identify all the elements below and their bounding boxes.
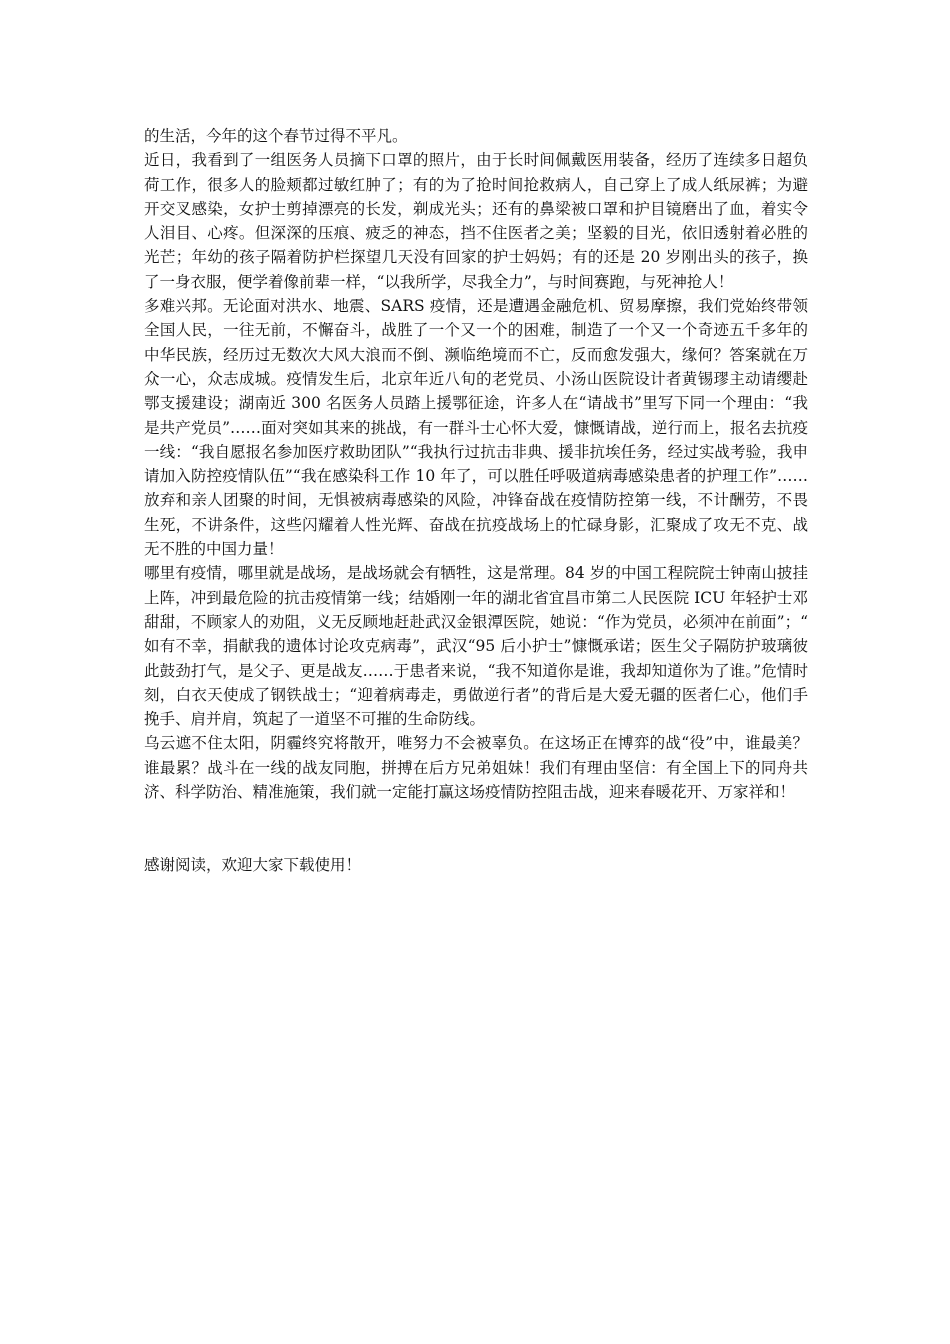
paragraph-medical-staff: 近日，我看到了一组医务人员摘下口罩的照片，由于长时间佩戴医用装备，经历了连续多日超负荷工作，很多人的脸颊都过敏红肿了；有的为了抢时间抢救病人，自己穿上了成人纸尿裤；为避开交叉感染，女护士剪掉漂亮的长发，剃成光头；还有的鼻梁被口罩和护目镜磨出了血，着实令人泪目、心疼。但深深的压痕、疲乏的神态，挡不住医者之美；坚毅的目光，依旧透射着必胜的光芒；年幼的孩子隔着防护栏探望几天没有回家的护士妈妈；有的还是 20 岁刚出头的孩子，换了一身衣服，便学着像前辈一样，“以我所学，尽我全力”，与时间赛跑，与死神抢人！ xyxy=(144,151,808,291)
document-body xyxy=(144,124,808,877)
paragraph-continuation: 的生活，今年的这个春节过得不平凡。 xyxy=(144,127,408,145)
closing-note: 感谢阅读，欢迎大家下载使用！ xyxy=(144,855,362,874)
paragraph-frontline: 哪里有疫情，哪里就是战场，是战场就会有牺牲，这是常理。84 岁的中国工程院院士钟南山披挂上阵，冲到最危险的抗击疫情第一线；结婚刚一年的湖北省宜昌市第二人民医院 ICU 年轻护士邓甜甜，不顾家人的劝阻，义无反顾地赶赴武汉金银潭医院，她说：“作为党员，必须冲在前面”；“如有不幸，捐献我的遗体讨论攻克病毒”，武汉“95 后小护士”慷慨承诺；医生父子隔防护玻璃彼此鼓劲打气，是父子、更是战友……于患者来说，“我不知道你是谁，我却知道你为了谁。”危情时刻，白衣天使成了钢铁战士；“迎着病毒走，勇做逆行者”的背后是大爱无疆的医者仁心，他们手挽手、肩并肩，筑起了一道坚不可摧的生命防线。 xyxy=(144,564,808,729)
blank-space xyxy=(144,804,808,853)
paragraph-conclusion: 乌云遮不住太阳，阴霾终究将散开，唯努力不会被辜负。在这场正在博弈的战“役”中，谁最美？谁最累？战斗在一线的战友同胞，拼搏在后方兄弟姐妹！我们有理由坚信：有全国上下的同舟共济、科学防治、精准施策，我们就一定能打赢这场疫情防控阻击战，迎来春暖花开、万家祥和！ xyxy=(144,734,808,802)
paragraph-nation-unity: 多难兴邦。无论面对洪水、地震、SARS 疫情，还是遭遇金融危机、贸易摩擦，我们党始终带领全国人民，一往无前，不懈奋斗，战胜了一个又一个的困难，制造了一个又一个奇迹五千多年的中华民族，经历过无数次大风大浪而不倒、濒临绝境而不亡，反而愈发强大，缘何？答案就在万众一心，众志成城。疫情发生后，北京年近八旬的老党员、小汤山医院设计者黄锡璆主动请缨赴鄂支援建设；湖南近 300 名医务人员踏上援鄂征途，许多人在“请战书”里写下同一个理由：“我是共产党员”……面对突如其来的挑战，有一群斗士心怀大爱，慷慨请战，逆行而上，报名去抗疫一线：“我自愿报名参加医疗救助团队”“我执行过抗击非典、援非抗埃任务，经过实战考验，我申请加入防控疫情队伍”“我在感染科工作 10 年了，可以胜任呼吸道病毒感染患者的护理工作”……放弃和亲人团聚的时间，无惧被病毒感染的风险，冲锋奋战在疫情防控第一线，不计酬劳，不畏生死，不讲条件，这些闪耀着人性光辉、奋战在抗疫战场上的忙碌身影，汇聚成了攻无不克、战无不胜的中国力量！ xyxy=(144,297,808,559)
